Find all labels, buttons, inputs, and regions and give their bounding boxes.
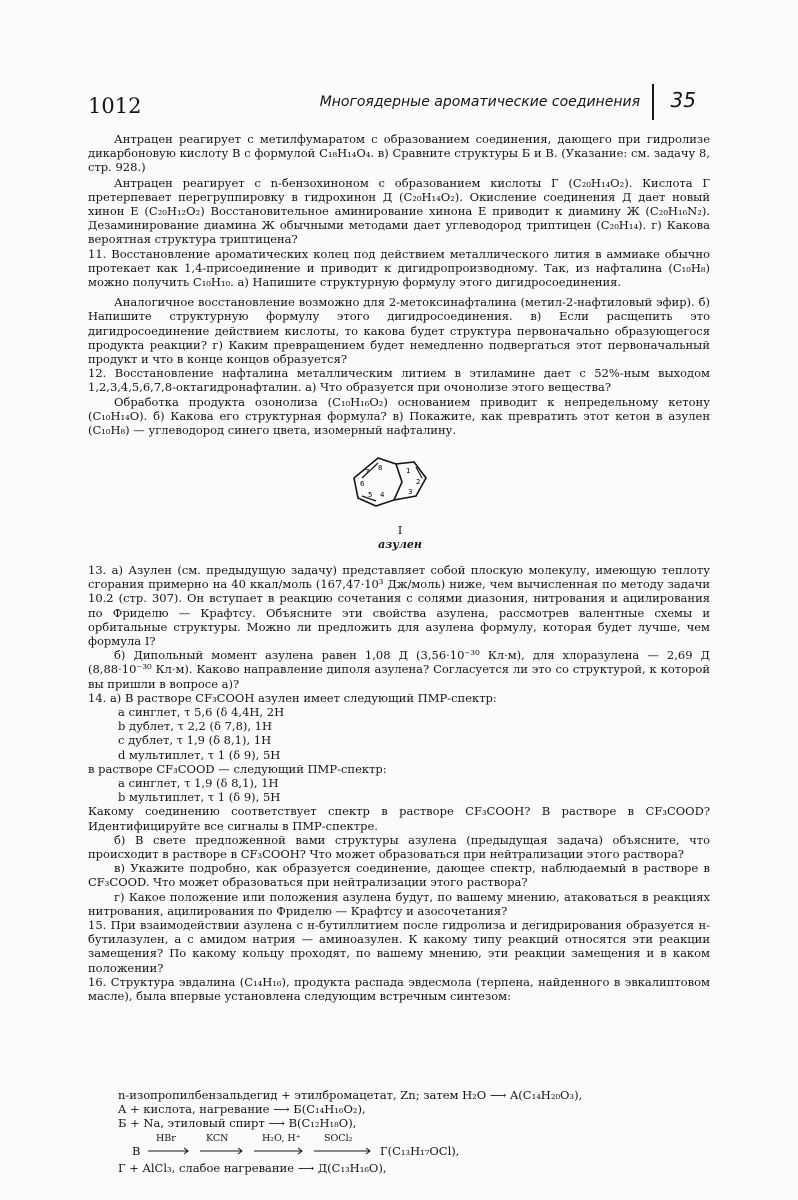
reagent-label: HBr <box>156 1132 176 1144</box>
problem-15: 15. При взаимодействии азулена с н-бутиллитием после гидролиза и дегидрирования образуется н-бутилазулен, а с амидом натрия — аминоазулен. К какому типу реакций относятся эти реакции замещения? По какому кольцу проходят, по вашему мнению, эти реакции замещения и в каком положении? <box>88 918 710 975</box>
reagent-label: H₂O, H⁺ <box>262 1132 301 1144</box>
spectrum-heading: в растворе CF₃COOD — следующий ПМР-спектр: <box>88 761 387 776</box>
problem-13: 13. а) Азулен (см. предыдущую задачу) представляет собой плоскую молекулу, имеющую теплоту сгорания примерно на 40 ккал/моль (167,47·10³ Дж/моль) ниже, чем вычисленная по методу задачи 10.2 (стр. 307). Он вступает в реакцию сочетания с солями диазония, нитрования и ацилирования по Фриделю — Крафтсу. Объясните эти свойства азулена, рассмотрев валентные схемы и орбитальные структуры. Можно ли предложить для азулена формулу, которая будет лучше, чем формула I? <box>88 563 710 649</box>
paragraph: г) Какое положение или положения азулена будут, по вашему мнению, атаковаться в реакциях нитрования, ацилирования по Фриделю — Крафтсу и азосочетания? <box>88 889 710 918</box>
spectrum-line: d мультиплет, τ 1 (δ 9), 5H <box>118 747 281 762</box>
problem-14: 14. а) В растворе CF₃COOH азулен имеет следующий ПМР-спектр: <box>88 690 497 705</box>
ring-label: 1 <box>406 467 411 475</box>
header-divider <box>652 84 654 120</box>
ring-label: 6 <box>360 480 365 488</box>
scheme-line: Г + AlCl₃, слабое нагревание ⟶ Д(C₁₃H₁₆O), <box>118 1160 387 1175</box>
scheme-product: Г(C₁₃H₁₇OCl), <box>380 1143 460 1158</box>
body-text-top <box>88 132 710 437</box>
ring-label: 4 <box>380 491 385 499</box>
problem-11: 11. Восстановление ароматических колец под действием металлического лития в аммиаке обычно протекает как 1,4-присоединение и приводит к дигидропроизводному. Так, из нафталина (C₁₀H₈) можно получить C₁₀H₁₀. а) Напишите структурную формулу этого дигидросоединения. <box>88 246 710 290</box>
figure-number: I <box>397 524 403 537</box>
spectrum-line: b дублет, τ 2,2 (δ 7,8), 1H <box>118 719 273 734</box>
paragraph: Аналогичное восстановление возможно для 2-метоксинафталина (метил-2-нафтиловый эфир). б) Напишите структурную формулу этого дигидросоединения. в) Если расщепить это дигидросоединение действием кислоты, то какова будет структура первоначально образующегося продукта реакции? г) Каким превращением будет немедленно подвергаться этот первоначальный продукт и что в конце концов образуется? <box>88 295 710 367</box>
ring-label: 2 <box>416 478 421 486</box>
paragraph: б) Дипольный момент азулена равен 1,08 Д (3,56·10⁻³⁰ Кл·м), для хлоразулена — 2,69 Д (8,88·10⁻³⁰ Кл·м). Каково направление диполя азулена? Согласуется ли это со структурой, к которой вы пришли в вопросе а)? <box>88 648 710 691</box>
problem-16: 16. Структура эвдалина (C₁₄H₁₆), продукта распада эвдесмола (терпена, найденного в эвкалиптовом масле), была впервые установлена следующим встречным синтезом: <box>88 974 710 1004</box>
ring-label: 8 <box>378 464 383 472</box>
spectrum-line: c дублет, τ 1,9 (δ 8,1), 1H <box>118 733 272 748</box>
spectrum-line: b мультиплет, τ 1 (δ 9), 5H <box>118 790 281 805</box>
ring-label: 3 <box>408 488 413 496</box>
spectrum-line: a синглет, τ 1,9 (δ 8,1), 1H <box>118 776 279 791</box>
paragraph: Какому соединению соответствует спектр в растворе CF₃COOH? В растворе в CF₃COOD? Идентифицируйте все сигналы в ПМР-спектре. <box>88 804 710 833</box>
azulene-diagram <box>340 452 460 524</box>
running-title: Многоядерные ароматические соединения <box>319 94 640 110</box>
reaction-arrows <box>144 1131 404 1161</box>
ring-label: 7 <box>365 468 370 476</box>
synthesis-scheme <box>88 1088 708 1175</box>
paragraph: Антрацен реагирует с n-бензохиноном с образованием кислоты Г (C₂₀H₁₄O₂). Кислота Г претерпевает перегруппировку в гидрохинон Д (C₂₀H₁₄O₂). Окисление соединения Д дает новый хинон Е (C₂₀H₁₂O₂) Восстановительное аминирование хинона Е приводит к диамину Ж (C₂₀H₁₆N₂). Дезаминирование диамина Ж обычными методами дает углеводород триптицен (C₂₀H₁₄). г) Какова вероятная структура триптицена? <box>88 175 710 247</box>
scheme-line: Б + Na, этиловый спирт ⟶ B(C₁₂H₁₈O), <box>118 1116 357 1131</box>
spectrum-line: a синглет, τ 5,6 (δ 4,4H, 2H <box>118 705 285 720</box>
paragraph: в) Укажите подробно, как образуется соединение, дающее спектр, наблюдаемый в растворе в CF₃COOD. Что может образоваться при нейтрализации этого раствора? <box>88 861 710 890</box>
paragraph: Антрацен реагирует с метилфумаратом с образованием соединения, дающего при гидролизе дикарбоновую кислоту В с формулой C₁₈H₁₄O₄. в) Сравните структуры Б и В. (Указание: см. задачу 8, стр. 928.) <box>88 132 710 175</box>
scheme-start: B <box>132 1143 141 1158</box>
figure-caption: азулен <box>378 538 422 551</box>
scheme-line: n-изопропилбензальдегид + этилбромацетат, Zn; затем H₂O ⟶ A(C₁₄H₂₀O₃), <box>118 1088 583 1102</box>
chapter-number: 35 <box>670 88 696 112</box>
ring-label: 5 <box>368 491 373 499</box>
paragraph: Обработка продукта озонолиза (C₁₀H₁₆O₂) основанием приводит к непредельному кетону (C₁₀H₁₄O). б) Какова его структурная формула? в) Покажите, как превратить этот кетон в азулен (C₁₀H₈) — углеводород синего цвета, изомерный нафталину. <box>88 394 710 438</box>
page-header <box>88 88 708 122</box>
azulene-structure <box>340 452 460 552</box>
scheme-sequence <box>88 1131 708 1161</box>
problem-12: 12. Восстановление нафталина металлическим литием в этиламине дает с 52%-ным выходом 1,2,3,4,5,6,7,8-октагидронафталин. а) Что образуется при очонолизе этого вещества? <box>88 366 710 395</box>
page-number: 1012 <box>88 94 142 118</box>
body-text-bottom <box>88 563 710 1003</box>
scheme-line: A + кислота, нагревание ⟶ Б(C₁₄H₁₆O₂), <box>118 1102 366 1117</box>
paragraph: б) В свете предложенной вами структуры азулена (предыдущая задача) объясните, что происходит в растворе в CF₃COOH? Что может образоваться при нейтрализации этого раствора? <box>88 832 710 862</box>
reagent-label: SOCl₂ <box>324 1132 353 1144</box>
reagent-label: KCN <box>206 1132 229 1144</box>
